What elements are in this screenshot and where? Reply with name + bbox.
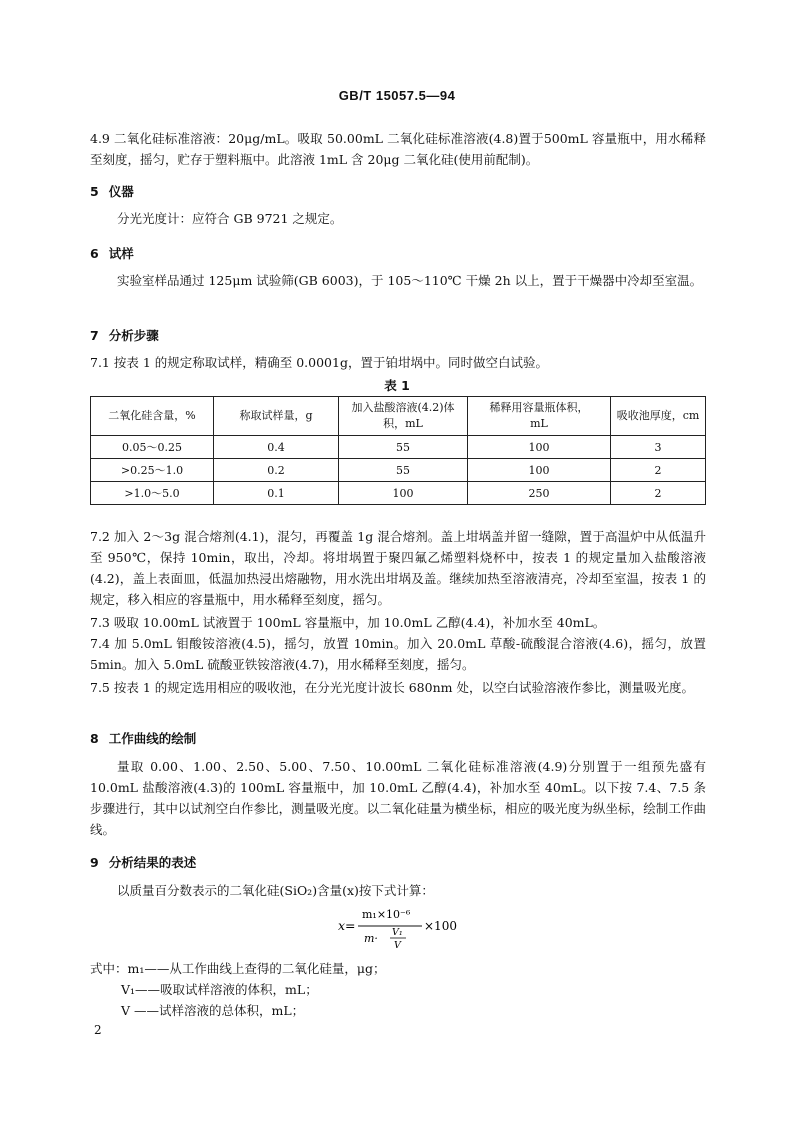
section-6-text: 实验室样品通过 125μm 试验筛(GB 6003)，于 105～110℃ 干燥 2h 以上，置于干燥器中冷却至室温。 <box>117 273 703 288</box>
table-cell: 0.1 <box>214 482 339 505</box>
table-cell: 100 <box>339 482 468 505</box>
section-8-heading: 8 工作曲线的绘制 <box>90 731 197 746</box>
table-cell: 0.4 <box>214 436 339 459</box>
paragraph-4-9: 4.9 二氧化硅标准溶液：20μg/mL。吸取 50.00mL 二氧化硅标准溶液(4.8)置于500mL 容量瓶中，用水稀释至刻度，摇匀，贮存于塑料瓶中。此溶液 1mL 含 20μg 二氧化硅(使用前配制)。 <box>90 131 706 167</box>
paragraph-7-1: 7.1 按表 1 的规定称取试样，精确至 0.0001g，置于铂坩埚中。同时做空白试验。 <box>90 355 548 370</box>
section-5-heading: 5 仪器 <box>90 184 134 199</box>
formula-denominator-v: V <box>394 940 401 949</box>
paragraph-7-4: 7.4 加 5.0mL 钼酸铵溶液(4.5)，摇匀，放置 10min。加入 20.0mL 草酸-硫酸混合溶液(4.6)，摇匀，放置 5min。加入 5.0mL 硫酸亚铁铵溶液(4.7)，用水稀释至刻度，摇匀。 <box>90 636 706 672</box>
table-header-cell: 稀释用容量瓶体积，mL <box>468 397 611 436</box>
paragraph-7-2: 7.2 加入 2～3g 混合熔剂(4.1)，混匀，再覆盖 1g 混合熔剂。盖上坩埚盖并留一缝隙，置于高温炉中从低温升至 950℃，保持 10min，取出，冷却。将坩埚置于聚四氟乙烯塑料烧杯中，按表 1 的规定量加入盐酸溶液(4.2)，盖上表面皿，低温加热浸出熔融物，用水洗出坩埚及盖。继续加热至溶液清亮，冷却至室温，按表 1 的规定，移入相应的容量瓶中，用水稀释至刻度，摇匀。 <box>90 529 706 607</box>
table-cell: 0.2 <box>214 459 339 482</box>
table-cell: 55 <box>339 459 468 482</box>
table-header-cell: 二氧化硅含量，% <box>91 397 214 436</box>
formula-rhs: ×100 <box>424 919 457 933</box>
table-header-cell: 加入盐酸溶液(4.2)体积，mL <box>339 397 468 436</box>
table-cell: 2 <box>611 482 706 505</box>
table-header-cell: 称取试样量，g <box>214 397 339 436</box>
paragraph-7-5: 7.5 按表 1 的规定选用相应的吸收池，在分光光度计波长 680nm 处，以空白试验溶液作参比，测量吸光度。 <box>90 680 694 695</box>
table-header-cell: 吸收池厚度，cm <box>611 397 706 436</box>
section-7-heading: 7 分析步骤 <box>90 328 159 343</box>
table-row <box>91 482 706 505</box>
table-1 <box>90 396 706 505</box>
formula-numerator: m₁×10⁻⁶ <box>362 908 411 921</box>
page-number: 2 <box>94 1023 102 1037</box>
formula-denominator-v1: V₁ <box>392 927 403 938</box>
table-cell: 2 <box>611 459 706 482</box>
silica-content-formula <box>338 905 478 949</box>
table-cell: 55 <box>339 436 468 459</box>
where-v1: V₁——吸取试样溶液的体积，mL； <box>121 982 318 997</box>
section-6-heading: 6 试样 <box>90 246 134 261</box>
table-caption: 表 1 <box>384 378 410 393</box>
section-5-text: 分光光度计：应符合 GB 9721 之规定。 <box>117 211 343 226</box>
paragraph-7-3: 7.3 吸取 10.00mL 试液置于 100mL 容量瓶中，加 10.0mL 乙醇(4.4)，补加水至 40mL。 <box>90 615 606 630</box>
section-9-heading: 9 分析结果的表述 <box>90 855 197 870</box>
table-cell: 100 <box>468 459 611 482</box>
section-9-text: 以质量百分数表示的二氧化硅(SiO₂)含量(x)按下式计算： <box>117 883 434 898</box>
table-cell: >0.25～1.0 <box>91 459 214 482</box>
table-cell: 250 <box>468 482 611 505</box>
page-header: GB/T 15057.5—94 <box>338 88 456 103</box>
table-header-row <box>91 397 706 436</box>
table-cell: 100 <box>468 436 611 459</box>
formula-lhs: x= <box>338 918 356 933</box>
formula-denominator-m: m· <box>364 932 378 945</box>
where-v: V ——试样溶液的总体积，mL； <box>121 1003 305 1018</box>
section-8-text: 量取 0.00、1.00、2.50、5.00、7.50、10.00mL 二氧化硅标准溶液(4.9)分别置于一组预先盛有 10.0mL 盐酸溶液(4.3)的 100mL 容量瓶中，加 10.0mL 乙醇(4.4)，补加水至 40mL。以下按 7.4、7.5 条步骤进行，其中以试剂空白作参比，测量吸光度。以二氧化硅量为横坐标，相应的吸光度为纵坐标，绘制工作曲线。 <box>90 759 706 837</box>
table-cell: 3 <box>611 436 706 459</box>
table-cell: 0.05～0.25 <box>91 436 214 459</box>
table-row <box>91 436 706 459</box>
where-m1: 式中：m₁——从工作曲线上查得的二氧化硅量，μg； <box>90 961 386 976</box>
table-row <box>91 459 706 482</box>
table-cell: >1.0～5.0 <box>91 482 214 505</box>
